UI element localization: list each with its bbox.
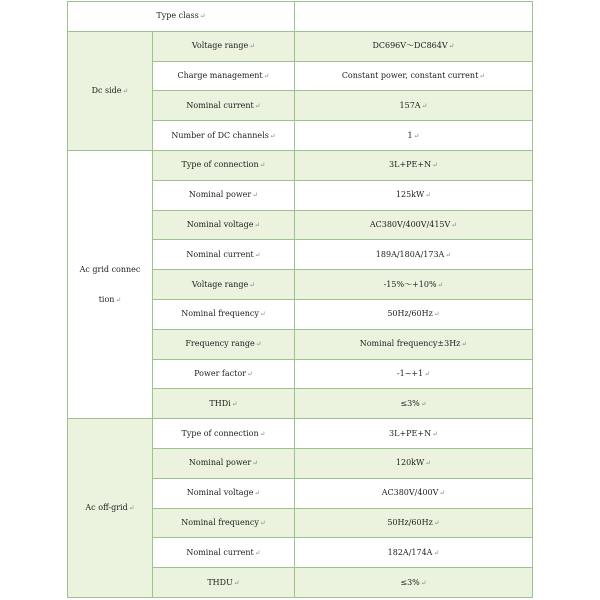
param-cell: Nominal power↵ xyxy=(153,180,295,210)
param-cell: Nominal power↵ xyxy=(153,448,295,478)
value-cell: Nominal frequency±3Hz↵ xyxy=(295,329,533,359)
group-dc-side: Dc side↵ xyxy=(68,31,153,150)
value-cell: 189A/180A/173A↵ xyxy=(295,240,533,270)
table-row xyxy=(68,31,533,61)
group-ac-grid-connection: Ac grid connec tion↵ xyxy=(68,150,153,418)
table-row xyxy=(68,419,533,449)
value-cell: 157A↵ xyxy=(295,91,533,121)
param-cell: Power factor↵ xyxy=(153,359,295,389)
group-ac-off-grid: Ac off-grid↵ xyxy=(68,419,153,598)
type-class-label: Type class↵ xyxy=(68,2,295,32)
param-cell: Nominal frequency↵ xyxy=(153,299,295,329)
value-cell: ≤3%↵ xyxy=(295,389,533,419)
param-cell: Voltage range↵ xyxy=(153,270,295,300)
param-cell: Nominal frequency↵ xyxy=(153,508,295,538)
value-cell: 50Hz/60Hz↵ xyxy=(295,508,533,538)
value-cell: ≤3%↵ xyxy=(295,568,533,598)
param-cell: Number of DC channels↵ xyxy=(153,121,295,151)
value-cell: 120kW↵ xyxy=(295,448,533,478)
param-cell: Type of connection↵ xyxy=(153,419,295,449)
param-cell: Nominal current↵ xyxy=(153,538,295,568)
param-cell: Nominal voltage↵ xyxy=(153,478,295,508)
param-cell: Type of connection↵ xyxy=(153,150,295,180)
type-class-value xyxy=(295,2,533,32)
value-cell: AC380V/400V/415V↵ xyxy=(295,210,533,240)
param-cell: Voltage range↵ xyxy=(153,31,295,61)
value-cell: DC696V～DC864V↵ xyxy=(295,31,533,61)
param-cell: Nominal current↵ xyxy=(153,91,295,121)
value-cell: 50Hz/60Hz↵ xyxy=(295,299,533,329)
value-cell: AC380V/400V↵ xyxy=(295,478,533,508)
value-cell: Constant power, constant current↵ xyxy=(295,61,533,91)
param-cell: Charge management↵ xyxy=(153,61,295,91)
value-cell: -1~+1↵ xyxy=(295,359,533,389)
value-cell: 3L+PE+N↵ xyxy=(295,150,533,180)
value-cell: 125kW↵ xyxy=(295,180,533,210)
value-cell: 182A/174A↵ xyxy=(295,538,533,568)
value-cell: 1↵ xyxy=(295,121,533,151)
param-cell: THDi↵ xyxy=(153,389,295,419)
spec-table xyxy=(67,1,533,598)
header-row xyxy=(68,2,533,32)
table-row xyxy=(68,150,533,180)
value-cell: -15%～+10%↵ xyxy=(295,270,533,300)
param-cell: THDU↵ xyxy=(153,568,295,598)
param-cell: Nominal voltage↵ xyxy=(153,210,295,240)
value-cell: 3L+PE+N↵ xyxy=(295,419,533,449)
param-cell: Nominal current↵ xyxy=(153,240,295,270)
param-cell: Frequency range↵ xyxy=(153,329,295,359)
